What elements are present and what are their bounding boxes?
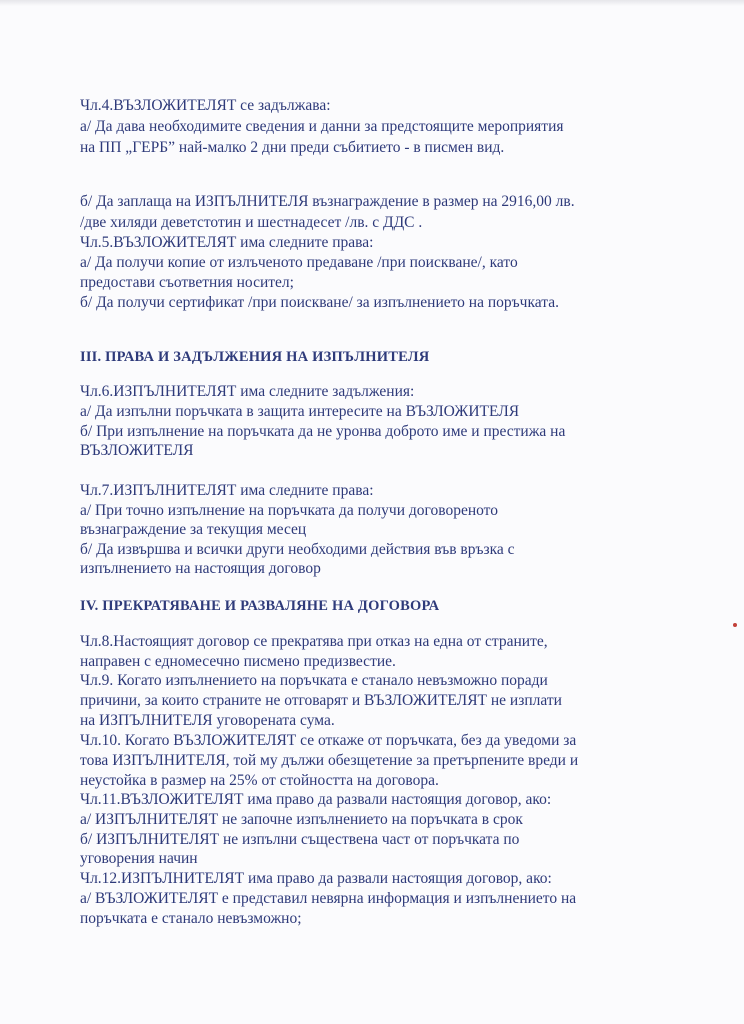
art9-line3: на ИЗПЪЛНИТЕЛЯ уговорената сума. xyxy=(80,712,335,729)
red-speck xyxy=(733,623,737,627)
art11-b-line1: б/ ИЗПЪЛНИТЕЛЯТ не изпълни съществена част от поръчката по xyxy=(80,831,520,848)
art5-a-line1: а/ Да получи копие от излъченото предаване /при поискване/, като xyxy=(80,254,518,271)
art4-b-line1: б/ Да заплаща на ИЗПЪЛНИТЕЛЯ възнаграждение в размер на 2916,00 лв. xyxy=(80,193,575,210)
art10-line2: това ИЗПЪЛНИТЕЛЯ, той му дължи обезщетение за претърпените вреди и xyxy=(80,752,579,769)
art7-a-line2: възнаграждение за текущия месец xyxy=(80,521,307,538)
art6-title: Чл.6.ИЗПЪЛНИТЕЛЯТ има следните задължения: xyxy=(80,383,415,400)
art11-title: Чл.11.ВЪЗЛОЖИТЕЛЯТ има право да развали настоящия договор, ако: xyxy=(80,791,552,808)
art6-a: а/ Да изпълни поръчката в защита интересите на ВЪЗЛОЖИТЕЛЯ xyxy=(80,403,520,420)
art11-a: а/ ИЗПЪЛНИТЕЛЯТ не започне изпълнението на поръчката в срок xyxy=(80,811,523,828)
art10-line1: Чл.10. Когато ВЪЗЛОЖИТЕЛЯТ се откаже от поръчката, без да уведоми за xyxy=(80,732,577,749)
art8-line2: направен с едномесечно писмено предизвестие. xyxy=(80,653,396,670)
art11-b-line2: уговорения начин xyxy=(80,850,198,867)
art10-line3: неустойка в размер на 25% от стойността на договора. xyxy=(80,772,439,789)
art6-b-line2: ВЪЗЛОЖИТЕЛЯ xyxy=(80,442,194,459)
art9-line2: причини, за които страните не отговарят и ВЪЗЛОЖИТЕЛЯТ не изплати xyxy=(80,692,562,709)
section-4-heading: IV. ПРЕКРАТЯВАНЕ И РАЗВАЛЯНЕ НА ДОГОВОРА xyxy=(80,598,440,614)
art5-title: Чл.5.ВЪЗЛОЖИТЕЛЯТ има следните права: xyxy=(80,234,374,251)
art7-title: Чл.7.ИЗПЪЛНИТЕЛЯТ има следните права: xyxy=(80,482,374,499)
art4-a-line2: на ПП „ГЕРБ” най-малко 2 дни преди събитието - в писмен вид. xyxy=(80,139,505,156)
scan-edge xyxy=(0,0,744,6)
art7-a-line1: а/ При точно изпълнение на поръчката да получи договореното xyxy=(80,502,498,519)
art4-a-line1: а/ Да дава необходимите сведения и данни за предстоящите мероприятия xyxy=(80,118,564,135)
art4-b-line2: /две хиляди деветстотин и шестнадесет /лв. с ДДС . xyxy=(80,214,423,231)
art8-line1: Чл.8.Настоящият договор се прекратява при отказ на една от страните, xyxy=(80,633,548,650)
art9-line1: Чл.9. Когато изпълнението на поръчката е станало невъзможно поради xyxy=(80,672,548,689)
art5-a-line2: предостави съответния носител; xyxy=(80,274,294,291)
art4-title: Чл.4.ВЪЗЛОЖИТЕЛЯТ се задължава: xyxy=(80,97,331,114)
section-3-heading: III. ПРАВА И ЗАДЪЛЖЕНИЯ НА ИЗПЪЛНИТЕЛЯ xyxy=(80,349,430,365)
art12-a-line1: а/ ВЪЗЛОЖИТЕЛЯТ е представил невярна информация и изпълнението на xyxy=(80,890,577,907)
art7-b-line2: изпълнението на настоящия договор xyxy=(80,560,321,577)
art12-title: Чл.12.ИЗПЪЛНИТЕЛЯТ има право да развали настоящия договор, ако: xyxy=(80,870,552,887)
art12-a-line2: поръчката е станало невъзможно; xyxy=(80,910,302,927)
art6-b-line1: б/ При изпълнение на поръчката да не уронва доброто име и престижа на xyxy=(80,423,566,440)
art7-b-line1: б/ Да извършва и всички други необходими действия във връзка с xyxy=(80,541,515,558)
art5-b: б/ Да получи сертификат /при поискване/ за изпълнението на поръчката. xyxy=(80,294,559,311)
